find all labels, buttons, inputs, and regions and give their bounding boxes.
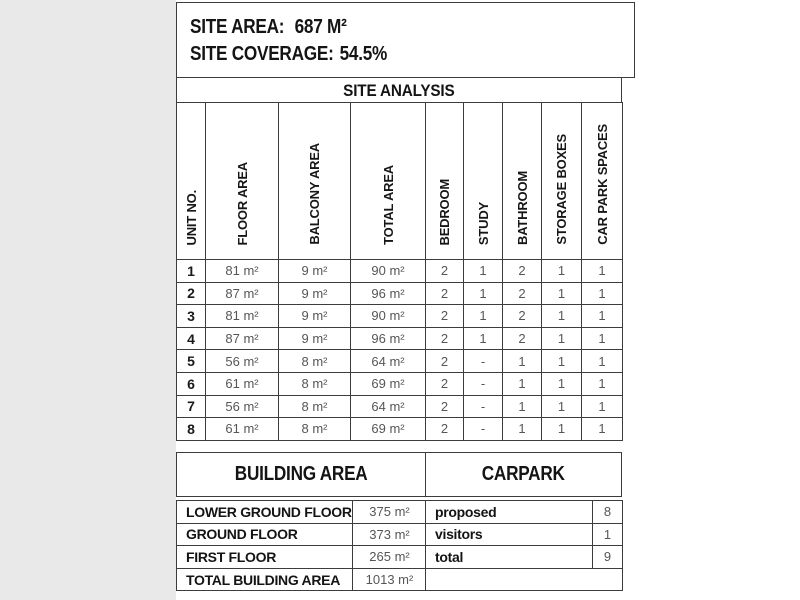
floor-label: GROUND FLOOR (177, 523, 353, 546)
bedroom-cell: 2 (426, 260, 464, 283)
building-area-row (177, 546, 427, 569)
table-row (177, 418, 623, 441)
car-park-spaces-cell: 1 (582, 350, 623, 373)
floor-area-cell: 87 m² (206, 282, 279, 305)
carpark-title: CARPARK (482, 463, 565, 485)
column-header-car-park-spaces (582, 103, 623, 260)
car-park-spaces-cell: 1 (582, 372, 623, 395)
carpark-header-cell (426, 453, 621, 496)
car-park-spaces-cell: 1 (582, 327, 623, 350)
bathroom-cell: 1 (503, 372, 542, 395)
floor-value: 373 m² (353, 523, 427, 546)
bathroom-cell: 1 (503, 350, 542, 373)
table-row (177, 350, 623, 373)
page-left-margin (0, 0, 176, 600)
site-coverage-value: 54.5% (339, 42, 388, 65)
balcony-area-cell: 9 m² (279, 305, 351, 328)
floor-value: 265 m² (353, 546, 427, 569)
bedroom-cell: 2 (426, 282, 464, 305)
balcony-area-cell: 8 m² (279, 418, 351, 441)
table-row (177, 305, 623, 328)
column-header-study (464, 103, 503, 260)
table-row (177, 282, 623, 305)
storage-boxes-cell: 1 (542, 260, 582, 283)
carpark-value: 9 (593, 546, 623, 569)
column-header-label: CAR PARK SPACES (594, 124, 610, 245)
site-coverage-line (190, 43, 634, 65)
total-area-cell: 69 m² (351, 418, 426, 441)
bedroom-cell: 2 (426, 305, 464, 328)
carpark-value: 1 (593, 523, 623, 546)
car-park-spaces-cell: 1 (582, 305, 623, 328)
column-header-bathroom (503, 103, 542, 260)
site-analysis-document (176, 2, 622, 594)
floor-value: 375 m² (353, 501, 427, 524)
storage-boxes-cell: 1 (542, 350, 582, 373)
floor-area-cell: 81 m² (206, 260, 279, 283)
balcony-area-cell: 9 m² (279, 282, 351, 305)
balcony-area-cell: 9 m² (279, 260, 351, 283)
unit-no-cell: 5 (177, 350, 206, 373)
floor-area-cell: 61 m² (206, 418, 279, 441)
floor-label: FIRST FLOOR (177, 546, 353, 569)
floor-area-cell: 61 m² (206, 372, 279, 395)
site-area-label: SITE AREA: (190, 15, 285, 38)
building-area-header-cell (177, 453, 426, 496)
carpark-row (426, 523, 623, 546)
bathroom-cell: 2 (503, 327, 542, 350)
carpark-label: visitors (426, 523, 593, 546)
column-header-label: FLOOR AREA (234, 161, 250, 245)
building-area-row (177, 568, 427, 591)
column-header-label: UNIT NO. (183, 189, 199, 245)
unit-no-cell: 1 (177, 260, 206, 283)
carpark-label: total (426, 546, 593, 569)
column-header-balcony-area (279, 103, 351, 260)
total-area-cell: 69 m² (351, 372, 426, 395)
table-row (177, 372, 623, 395)
unit-no-cell: 7 (177, 395, 206, 418)
carpark-empty-row (426, 568, 623, 591)
bedroom-cell: 2 (426, 418, 464, 441)
total-area-cell: 90 m² (351, 305, 426, 328)
unit-no-cell: 3 (177, 305, 206, 328)
balcony-area-cell: 9 m² (279, 327, 351, 350)
bedroom-cell: 2 (426, 372, 464, 395)
car-park-spaces-cell: 1 (582, 282, 623, 305)
storage-boxes-cell: 1 (542, 395, 582, 418)
study-cell: 1 (464, 282, 503, 305)
storage-boxes-cell: 1 (542, 282, 582, 305)
total-area-cell: 96 m² (351, 282, 426, 305)
floor-label: LOWER GROUND FLOOR (177, 501, 353, 524)
site-analysis-band (176, 77, 622, 104)
study-cell: 1 (464, 305, 503, 328)
floor-area-cell: 56 m² (206, 395, 279, 418)
bathroom-cell: 2 (503, 260, 542, 283)
building-area-table (176, 500, 427, 591)
car-park-spaces-cell: 1 (582, 260, 623, 283)
site-analysis-title: SITE ANALYSIS (343, 80, 455, 100)
bedroom-cell: 2 (426, 350, 464, 373)
empty-cell (426, 568, 623, 591)
column-header-label: BEDROOM (437, 178, 452, 245)
total-building-area-label: TOTAL BUILDING AREA (177, 568, 353, 591)
study-cell: 1 (464, 327, 503, 350)
table-row (177, 395, 623, 418)
site-analysis-table (176, 102, 623, 441)
study-cell: - (464, 350, 503, 373)
carpark-row (426, 501, 623, 524)
total-area-cell: 90 m² (351, 260, 426, 283)
total-area-cell: 64 m² (351, 350, 426, 373)
bathroom-cell: 1 (503, 418, 542, 441)
site-coverage-label: SITE COVERAGE: (190, 42, 334, 65)
floor-area-cell: 56 m² (206, 350, 279, 373)
column-header-label: BALCONY AREA (307, 143, 322, 245)
unit-no-cell: 4 (177, 327, 206, 350)
storage-boxes-cell: 1 (542, 372, 582, 395)
total-area-cell: 64 m² (351, 395, 426, 418)
balcony-area-cell: 8 m² (279, 350, 351, 373)
storage-boxes-cell: 1 (542, 327, 582, 350)
floor-area-cell: 81 m² (206, 305, 279, 328)
bathroom-cell: 2 (503, 282, 542, 305)
column-header-total-area (351, 103, 426, 260)
study-cell: - (464, 395, 503, 418)
building-area-row (177, 523, 427, 546)
unit-no-cell: 8 (177, 418, 206, 441)
site-summary-box (176, 2, 635, 78)
carpark-row (426, 546, 623, 569)
site-area-value: 687 M² (294, 15, 347, 38)
building-area-title: BUILDING AREA (234, 463, 368, 485)
floor-area-cell: 87 m² (206, 327, 279, 350)
study-cell: - (464, 418, 503, 441)
balcony-area-cell: 8 m² (279, 395, 351, 418)
building-area-row (177, 501, 427, 524)
study-cell: - (464, 372, 503, 395)
table-row (177, 327, 623, 350)
column-header-label: STORAGE BOXES (554, 134, 569, 245)
column-header-bedroom (426, 103, 464, 260)
unit-no-cell: 6 (177, 372, 206, 395)
column-header-storage-boxes (542, 103, 582, 260)
balcony-area-cell: 8 m² (279, 372, 351, 395)
storage-boxes-cell: 1 (542, 305, 582, 328)
car-park-spaces-cell: 1 (582, 418, 623, 441)
column-header-unit-no (177, 103, 206, 260)
column-header-label: BATHROOM (514, 171, 530, 245)
bottom-section-header-band (176, 452, 622, 497)
bathroom-cell: 1 (503, 395, 542, 418)
study-cell: 1 (464, 260, 503, 283)
storage-boxes-cell: 1 (542, 418, 582, 441)
total-building-area-value: 1013 m² (353, 568, 427, 591)
carpark-value: 8 (593, 501, 623, 524)
carpark-label: proposed (426, 501, 593, 524)
bedroom-cell: 2 (426, 327, 464, 350)
column-header-label: TOTAL AREA (380, 165, 396, 245)
column-header-label: STUDY (475, 201, 491, 245)
car-park-spaces-cell: 1 (582, 395, 623, 418)
header-row (177, 103, 623, 260)
total-area-cell: 96 m² (351, 327, 426, 350)
bedroom-cell: 2 (426, 395, 464, 418)
bathroom-cell: 2 (503, 305, 542, 328)
table-row (177, 260, 623, 283)
carpark-table (425, 500, 623, 591)
site-area-line (190, 16, 634, 38)
unit-no-cell: 2 (177, 282, 206, 305)
column-header-floor-area (206, 103, 279, 260)
